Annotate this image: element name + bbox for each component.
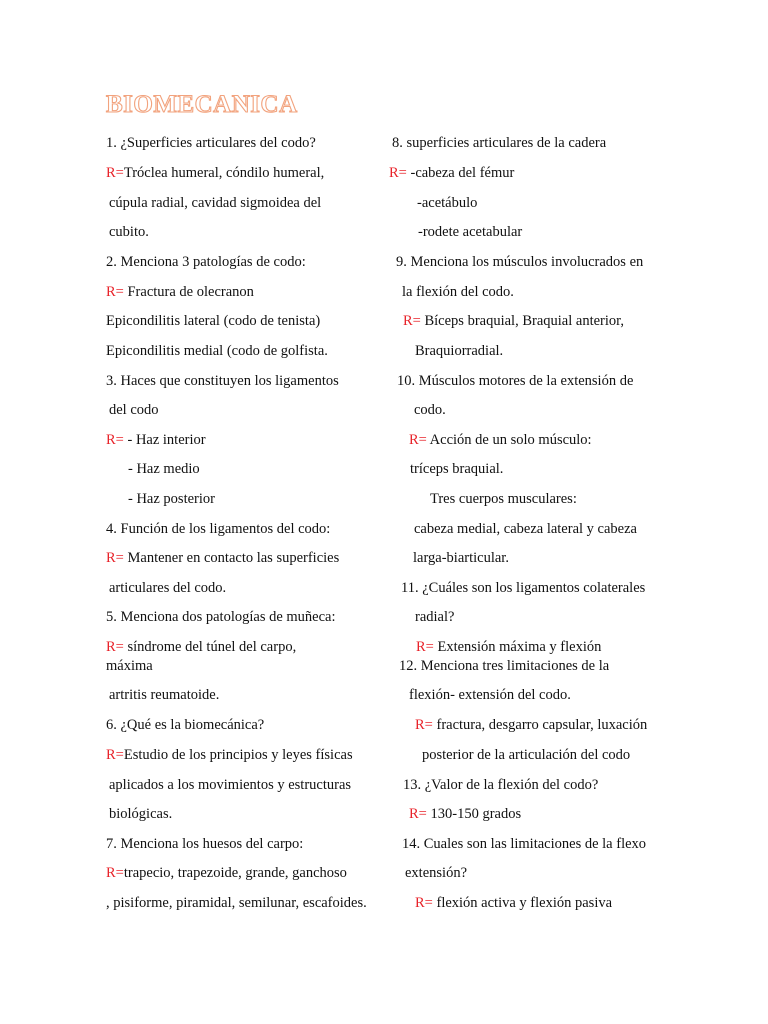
right-column-line [397, 372, 633, 390]
line-text: 2. Menciona 3 patologías de codo: [106, 254, 306, 270]
line-text: articulares del codo. [109, 580, 227, 596]
line-text: 9. Menciona los músculos involucrados en [396, 254, 644, 270]
line-text: Epicondilitis lateral (codo de tenista) [106, 313, 321, 329]
right-column-line [414, 520, 637, 538]
left-column-line [128, 460, 200, 478]
left-column-line [106, 894, 367, 912]
answer-label: R= [409, 432, 427, 448]
line-text: trapecio, trapezoide, grande, ganchoso [123, 865, 347, 881]
line-text: 10. Músculos motores de la extensión de [397, 373, 634, 389]
line-text: posterior de la articulación del codo [422, 747, 631, 763]
line-text: la flexión del codo. [402, 284, 514, 300]
right-column-line [416, 638, 601, 656]
line-text: cúpula radial, cavidad sigmoidea del [109, 195, 322, 211]
right-column-line [403, 312, 624, 330]
right-column-line [392, 134, 606, 152]
line-text: radial? [415, 609, 455, 625]
right-column-line [399, 657, 609, 675]
line-text: , pisiforme, piramidal, semilunar, escafoides. [106, 895, 367, 911]
right-column-line [409, 805, 521, 823]
line-text: codo. [414, 402, 446, 418]
right-column-line [430, 490, 577, 508]
answer-label: R= [106, 432, 124, 448]
right-column-line [418, 223, 522, 241]
right-column-line [409, 686, 571, 704]
right-column-line [403, 776, 598, 794]
right-column-line [422, 746, 630, 764]
line-text: aplicados a los movimientos y estructuras [109, 777, 352, 793]
line-text: - Haz medio [128, 461, 200, 477]
line-text: 12. Menciona tres limitaciones de la [399, 658, 610, 674]
line-text: cabeza medial, cabeza lateral y cabeza [414, 521, 637, 537]
left-column-line [106, 520, 330, 538]
left-column-line [106, 657, 153, 675]
left-column-line [106, 638, 296, 656]
left-column-line [109, 776, 351, 794]
left-column-line [106, 431, 206, 449]
line-text: cubito. [109, 224, 149, 240]
line-text: tríceps braquial. [410, 461, 504, 477]
left-column-line [106, 342, 328, 360]
left-column-line [106, 312, 320, 330]
line-text: Fractura de olecranon [123, 284, 254, 300]
left-column-line [109, 194, 321, 212]
line-text: 4. Función de los ligamentos del codo: [106, 521, 331, 537]
answer-label: R= [106, 284, 124, 300]
answer-label: R= [106, 639, 124, 655]
left-column-line [106, 283, 254, 301]
line-text: Extensión máxima y flexión [433, 639, 602, 655]
right-column-line [417, 194, 477, 212]
line-text: larga-biarticular. [413, 550, 509, 566]
left-column-line [106, 372, 339, 390]
right-column-line [405, 864, 467, 882]
line-text: -acetábulo [417, 195, 478, 211]
left-column-line [106, 134, 316, 152]
left-column-line [106, 253, 306, 271]
answer-label: R= [106, 747, 124, 763]
left-column-line [109, 223, 149, 241]
right-column-line [415, 342, 503, 360]
left-column-line [106, 549, 339, 567]
left-column-line [106, 608, 336, 626]
line-text: biológicas. [109, 806, 173, 822]
answer-label: R= [106, 865, 124, 881]
answer-label: R= [416, 639, 434, 655]
line-text: -cabeza del fémur [406, 165, 515, 181]
line-text: Tres cuerpos musculares: [430, 491, 577, 507]
line-text: 14. Cuales son las limitaciones de la flexo [402, 836, 647, 852]
right-column-line [415, 894, 612, 912]
line-text: 130-150 grados [426, 806, 522, 822]
left-column-line [106, 864, 347, 882]
answer-label: R= [409, 806, 427, 822]
left-column-line [109, 579, 226, 597]
right-column-line [415, 608, 454, 626]
line-text: máxima [106, 658, 153, 674]
line-text: 1. ¿Superficies articulares del codo? [106, 135, 316, 151]
line-text: flexión activa y flexión pasiva [432, 895, 613, 911]
answer-label: R= [106, 550, 124, 566]
right-column-line [389, 164, 514, 182]
line-text: artritis reumatoide. [109, 687, 220, 703]
right-column-line [401, 579, 645, 597]
answer-label: R= [389, 165, 407, 181]
right-column-line [413, 549, 509, 567]
line-text: Epicondilitis medial (codo de golfista. [106, 343, 328, 359]
line-text: Estudio de los principios y leyes físicas [123, 747, 353, 763]
right-column-line [402, 835, 646, 853]
left-column-line [106, 164, 324, 182]
right-column-line [415, 716, 647, 734]
left-column-line [109, 686, 219, 704]
line-text: 11. ¿Cuáles son los ligamentos colaterales [401, 580, 646, 596]
left-column-line [106, 716, 264, 734]
line-text: Braquiorradial. [415, 343, 504, 359]
left-column-line [128, 490, 215, 508]
line-text: 6. ¿Qué es la biomecánica? [106, 717, 265, 733]
line-text: flexión- extensión del codo. [409, 687, 571, 703]
answer-label: R= [415, 717, 433, 733]
line-text: fractura, desgarro capsular, luxación [432, 717, 648, 733]
line-text: del codo [109, 402, 159, 418]
page-title: BIOMECANICA [106, 91, 298, 118]
left-column-line [109, 805, 172, 823]
line-text: 8. superficies articulares de la cadera [392, 135, 607, 151]
answer-label: R= [403, 313, 421, 329]
line-text: -rodete acetabular [418, 224, 523, 240]
line-text: 5. Menciona dos patologías de muñeca: [106, 609, 336, 625]
answer-label: R= [106, 165, 124, 181]
line-text: - Haz interior [123, 432, 206, 448]
line-text: Tróclea humeral, cóndilo humeral, [123, 165, 325, 181]
line-text: 3. Haces que constituyen los ligamentos [106, 373, 339, 389]
right-column-line [396, 253, 643, 271]
right-column-line [409, 431, 592, 449]
line-text: - Haz posterior [128, 491, 215, 507]
line-text: extensión? [405, 865, 468, 881]
right-column-line [402, 283, 514, 301]
line-text: Mantener en contacto las superficies [123, 550, 340, 566]
answer-label: R= [415, 895, 433, 911]
left-column-line [106, 746, 353, 764]
left-column-line [109, 401, 159, 419]
right-column-line [410, 460, 503, 478]
line-text: Bíceps braquial, Braquial anterior, [420, 313, 625, 329]
line-text: Acción de un solo músculo: [426, 432, 592, 448]
line-text: 13. ¿Valor de la flexión del codo? [403, 777, 599, 793]
right-column-line [414, 401, 446, 419]
line-text: 7. Menciona los huesos del carpo: [106, 836, 304, 852]
left-column-line [106, 835, 303, 853]
line-text: síndrome del túnel del carpo, [123, 639, 297, 655]
